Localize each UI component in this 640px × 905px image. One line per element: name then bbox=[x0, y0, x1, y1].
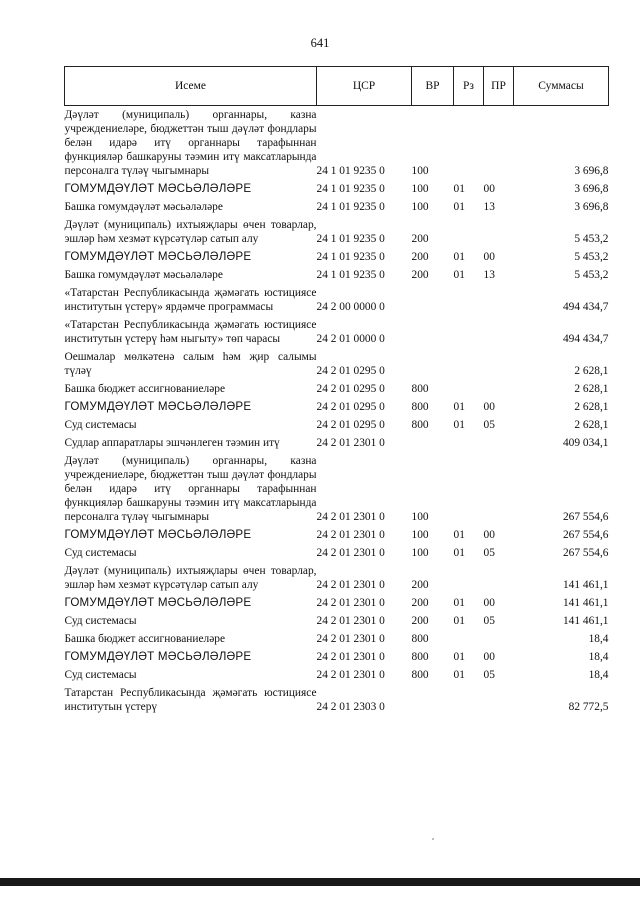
cell-vr: 200 bbox=[411, 233, 429, 245]
cell-sum: 5 453,2 bbox=[574, 269, 609, 281]
cell-csr: 24 1 01 9235 0 bbox=[316, 165, 385, 177]
table-row bbox=[65, 544, 609, 562]
cell-csr: 24 2 01 2301 0 bbox=[316, 511, 385, 523]
cell-vr: 100 bbox=[411, 529, 429, 541]
cell-rz bbox=[454, 348, 484, 380]
cell-vr: 100 bbox=[411, 201, 429, 213]
cell-csr: 24 1 01 9235 0 bbox=[316, 183, 385, 195]
cell-rz: 01 bbox=[453, 529, 465, 541]
cell-name: ГОМУМДӘҮЛӘТ МӘСЬӘЛӘЛӘРЕ bbox=[64, 182, 252, 195]
table-row bbox=[65, 248, 609, 266]
cell-name: «Татарстан Республикасында җәмәгать юстициясе институтын үстерү» ярдәмче программасы bbox=[64, 287, 317, 313]
cell-csr: 24 2 01 2301 0 bbox=[316, 579, 385, 591]
cell-name: Башка гомумдәүләт мәсьәләләре bbox=[64, 201, 223, 213]
header-vr: ВР bbox=[412, 67, 454, 106]
cell-sum: 3 696,8 bbox=[574, 201, 609, 213]
cell-rz: 01 bbox=[453, 251, 465, 263]
cell-pr: 00 bbox=[483, 529, 495, 541]
cell-sum: 5 453,2 bbox=[574, 251, 609, 263]
scan-bottom-edge bbox=[0, 878, 640, 886]
header-name: Исеме bbox=[65, 67, 317, 106]
cell-rz: 01 bbox=[453, 401, 465, 413]
cell-pr: 00 bbox=[483, 597, 495, 609]
cell-pr bbox=[484, 106, 514, 181]
table-body bbox=[65, 106, 609, 717]
cell-name: Суд системасы bbox=[64, 669, 137, 681]
cell-sum: 18,4 bbox=[588, 651, 609, 663]
cell-pr bbox=[484, 684, 514, 716]
cell-vr: 800 bbox=[411, 383, 429, 395]
cell-pr: 00 bbox=[483, 401, 495, 413]
cell-rz bbox=[454, 106, 484, 181]
cell-rz bbox=[454, 216, 484, 248]
cell-sum: 2 628,1 bbox=[574, 383, 609, 395]
cell-vr bbox=[412, 316, 454, 348]
cell-name: ГОМУМДӘҮЛӘТ МӘСЬӘЛӘЛӘРЕ bbox=[64, 400, 252, 413]
cell-sum: 18,4 bbox=[588, 633, 609, 645]
cell-pr bbox=[484, 562, 514, 594]
cell-csr: 24 2 01 2301 0 bbox=[316, 615, 385, 627]
cell-name: Судлар аппаратлары эшчәнлеген тәэмин итү bbox=[64, 437, 280, 449]
cell-vr: 200 bbox=[411, 597, 429, 609]
cell-rz bbox=[454, 434, 484, 452]
cell-rz: 01 bbox=[453, 547, 465, 559]
cell-csr: 24 1 01 9235 0 bbox=[316, 233, 385, 245]
cell-vr bbox=[412, 348, 454, 380]
cell-csr: 24 1 01 9235 0 bbox=[316, 201, 385, 213]
cell-csr: 24 2 01 2301 0 bbox=[316, 651, 385, 663]
scan-speck bbox=[432, 838, 434, 840]
cell-rz: 01 bbox=[453, 419, 465, 431]
cell-csr: 24 1 01 9235 0 bbox=[316, 251, 385, 263]
table-row bbox=[65, 380, 609, 398]
cell-vr: 200 bbox=[411, 251, 429, 263]
cell-vr: 800 bbox=[411, 669, 429, 681]
cell-pr: 05 bbox=[483, 419, 495, 431]
page-number: 641 bbox=[310, 36, 330, 50]
cell-pr: 00 bbox=[483, 651, 495, 663]
table-row bbox=[65, 416, 609, 434]
cell-pr: 00 bbox=[483, 183, 495, 195]
cell-rz bbox=[454, 684, 484, 716]
table-row bbox=[65, 684, 609, 716]
header-pr: ПР bbox=[484, 67, 514, 106]
cell-sum: 267 554,6 bbox=[562, 529, 609, 541]
table-row bbox=[65, 198, 609, 216]
cell-rz: 01 bbox=[453, 651, 465, 663]
cell-csr: 24 2 00 0000 0 bbox=[316, 301, 385, 313]
cell-sum: 141 461,1 bbox=[562, 615, 609, 627]
cell-rz bbox=[454, 562, 484, 594]
cell-pr: 05 bbox=[483, 615, 495, 627]
cell-pr bbox=[484, 284, 514, 316]
cell-rz: 01 bbox=[453, 597, 465, 609]
cell-pr: 05 bbox=[483, 669, 495, 681]
cell-name: Дәүләт (муниципаль) ихтыяҗлары өчен товарлар, эшләр һәм хезмәт күрсәтүләр сатып алу bbox=[64, 219, 317, 245]
cell-vr: 100 bbox=[411, 183, 429, 195]
cell-csr: 24 2 01 2303 0 bbox=[316, 701, 385, 713]
cell-sum: 494 434,7 bbox=[562, 301, 609, 313]
cell-name: Дәүләт (муниципаль) органнары, казна учреждениеләре, бюджеттән тыш дәүләт фондлары белән идарә итү органнары тарафыннан функцияләр башкаруны тәэмин итү максатларында персоналга түләү чыгымнары bbox=[64, 109, 317, 177]
table-row bbox=[65, 452, 609, 526]
cell-name: Башка бюджет ассигнованиеләре bbox=[64, 383, 226, 395]
cell-csr: 24 2 01 2301 0 bbox=[316, 437, 385, 449]
cell-sum: 82 772,5 bbox=[568, 701, 609, 713]
cell-csr: 24 2 01 2301 0 bbox=[316, 529, 385, 541]
cell-rz: 01 bbox=[453, 183, 465, 195]
cell-pr bbox=[484, 434, 514, 452]
cell-csr: 24 2 01 2301 0 bbox=[316, 669, 385, 681]
cell-name: Татарстан Республикасында җәмәгать юстициясе институтын үстерү bbox=[64, 687, 317, 713]
cell-rz bbox=[454, 630, 484, 648]
cell-vr bbox=[412, 434, 454, 452]
cell-rz: 01 bbox=[453, 269, 465, 281]
cell-pr bbox=[484, 348, 514, 380]
cell-rz: 01 bbox=[453, 615, 465, 627]
cell-sum: 3 696,8 bbox=[574, 165, 609, 177]
cell-name: Дәүләт (муниципаль) органнары, казна учреждениеләре, бюджеттән тыш дәүләт фондлары белән идарә итү органнары тарафыннан функцияләр башкаруны тәэмин итү максатларында персоналга түләү чыгымнары bbox=[64, 455, 317, 523]
cell-name: ГОМУМДӘҮЛӘТ МӘСЬӘЛӘЛӘРЕ bbox=[64, 528, 252, 541]
table-row bbox=[65, 284, 609, 316]
cell-csr: 24 2 01 0295 0 bbox=[316, 401, 385, 413]
cell-rz bbox=[454, 452, 484, 526]
table-row bbox=[65, 648, 609, 666]
cell-vr: 800 bbox=[411, 401, 429, 413]
cell-csr: 24 1 01 9235 0 bbox=[316, 269, 385, 281]
cell-sum: 5 453,2 bbox=[574, 233, 609, 245]
cell-csr: 24 2 01 2301 0 bbox=[316, 633, 385, 645]
cell-name: Суд системасы bbox=[64, 547, 137, 559]
table-row bbox=[65, 612, 609, 630]
budget-table bbox=[64, 66, 609, 716]
cell-pr bbox=[484, 216, 514, 248]
cell-rz: 01 bbox=[453, 669, 465, 681]
header-rz: Рз bbox=[454, 67, 484, 106]
cell-name: ГОМУМДӘҮЛӘТ МӘСЬӘЛӘЛӘРЕ bbox=[64, 650, 252, 663]
cell-sum: 3 696,8 bbox=[574, 183, 609, 195]
cell-pr bbox=[484, 630, 514, 648]
cell-sum: 409 034,1 bbox=[562, 437, 609, 449]
cell-vr: 100 bbox=[411, 547, 429, 559]
header-csr: ЦСР bbox=[317, 67, 412, 106]
cell-rz bbox=[454, 316, 484, 348]
cell-name: Суд системасы bbox=[64, 615, 137, 627]
cell-sum: 141 461,1 bbox=[562, 597, 609, 609]
cell-pr: 13 bbox=[483, 269, 495, 281]
cell-vr: 200 bbox=[411, 269, 429, 281]
table-header bbox=[65, 67, 609, 106]
table-row bbox=[65, 630, 609, 648]
cell-sum: 141 461,1 bbox=[562, 579, 609, 591]
cell-csr: 24 2 01 0295 0 bbox=[316, 419, 385, 431]
table-row bbox=[65, 526, 609, 544]
cell-name: Оешмалар мөлкәтенә салым һәм җир салымы түләү bbox=[64, 351, 317, 377]
cell-csr: 24 2 01 0295 0 bbox=[316, 383, 385, 395]
cell-sum: 2 628,1 bbox=[574, 365, 609, 377]
cell-sum: 494 434,7 bbox=[562, 333, 609, 345]
table-row bbox=[65, 594, 609, 612]
cell-vr: 800 bbox=[411, 651, 429, 663]
cell-pr bbox=[484, 452, 514, 526]
cell-rz: 01 bbox=[453, 201, 465, 213]
cell-rz bbox=[454, 284, 484, 316]
cell-vr bbox=[412, 684, 454, 716]
cell-csr: 24 2 01 0000 0 bbox=[316, 333, 385, 345]
table-row bbox=[65, 180, 609, 198]
table-row bbox=[65, 216, 609, 248]
table-row bbox=[65, 434, 609, 452]
cell-csr: 24 2 01 2301 0 bbox=[316, 597, 385, 609]
cell-vr: 100 bbox=[411, 511, 429, 523]
cell-sum: 18,4 bbox=[588, 669, 609, 681]
cell-name: Суд системасы bbox=[64, 419, 137, 431]
table-row bbox=[65, 106, 609, 181]
table-row bbox=[65, 398, 609, 416]
table-row bbox=[65, 562, 609, 594]
header-sum: Суммасы bbox=[514, 67, 609, 106]
table-row bbox=[65, 348, 609, 380]
cell-pr: 05 bbox=[483, 547, 495, 559]
cell-name: ГОМУМДӘҮЛӘТ МӘСЬӘЛӘЛӘРЕ bbox=[64, 596, 252, 609]
cell-name: Дәүләт (муниципаль) ихтыяҗлары өчен товарлар, эшләр һәм хезмәт күрсәтүләр сатып алу bbox=[64, 565, 317, 591]
cell-vr: 200 bbox=[411, 579, 429, 591]
cell-name: ГОМУМДӘҮЛӘТ МӘСЬӘЛӘЛӘРЕ bbox=[64, 250, 252, 263]
cell-pr: 00 bbox=[483, 251, 495, 263]
cell-pr: 13 bbox=[483, 201, 495, 213]
cell-sum: 267 554,6 bbox=[562, 547, 609, 559]
table-row bbox=[65, 266, 609, 284]
cell-name: «Татарстан Республикасында җәмәгать юстициясе институтын үстерү һәм ныгыту» төп чарасы bbox=[64, 319, 317, 345]
cell-sum: 267 554,6 bbox=[562, 511, 609, 523]
table-row bbox=[65, 666, 609, 684]
cell-pr bbox=[484, 316, 514, 348]
table-row bbox=[65, 316, 609, 348]
cell-vr: 800 bbox=[411, 633, 429, 645]
cell-pr bbox=[484, 380, 514, 398]
cell-rz bbox=[454, 380, 484, 398]
cell-sum: 2 628,1 bbox=[574, 401, 609, 413]
cell-csr: 24 2 01 0295 0 bbox=[316, 365, 385, 377]
cell-name: Башка гомумдәүләт мәсьәләләре bbox=[64, 269, 223, 281]
cell-vr: 200 bbox=[411, 615, 429, 627]
cell-csr: 24 2 01 2301 0 bbox=[316, 547, 385, 559]
cell-vr: 100 bbox=[411, 165, 429, 177]
cell-name: Башка бюджет ассигнованиеләре bbox=[64, 633, 226, 645]
cell-vr: 800 bbox=[411, 419, 429, 431]
cell-vr bbox=[412, 284, 454, 316]
cell-sum: 2 628,1 bbox=[574, 419, 609, 431]
